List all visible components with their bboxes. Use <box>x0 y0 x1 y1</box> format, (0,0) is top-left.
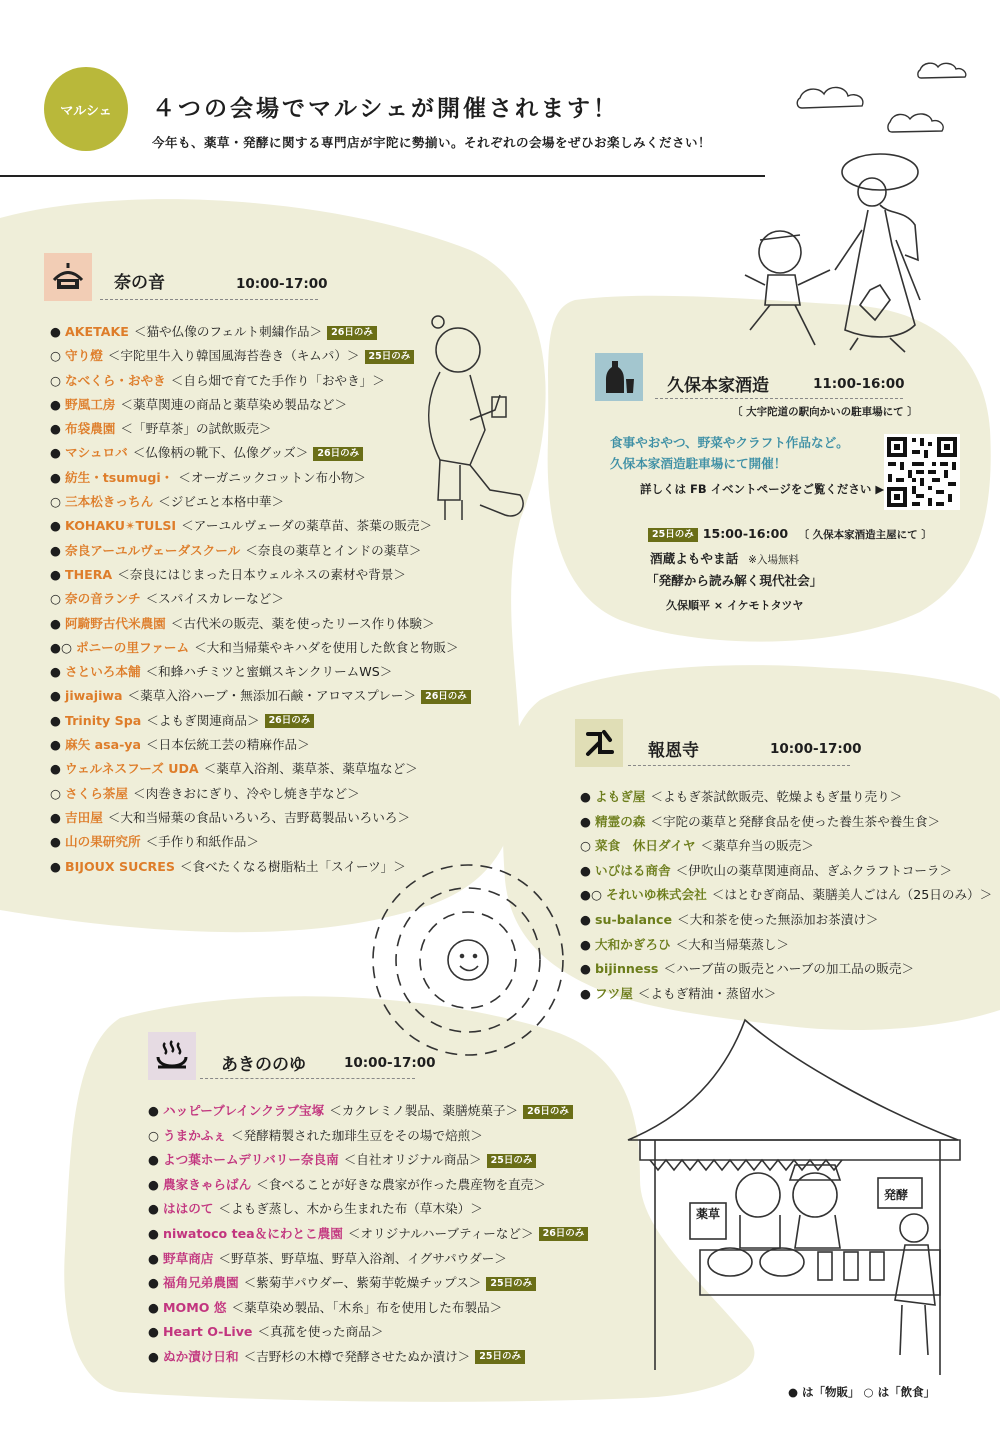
day-tag: 26日のみ <box>539 1227 589 1241</box>
temple-symbol-icon <box>575 719 623 767</box>
shop-list-item <box>580 810 992 835</box>
shop-description: ＜発酵精製された珈琲生豆をその場で焙煎＞ <box>230 1127 483 1143</box>
shop-list-item <box>580 883 992 908</box>
shop-name: 守り燈 <box>65 348 103 364</box>
shop-name: 紡生・tsumugi・ <box>65 469 174 485</box>
type-marker: ● <box>580 911 591 927</box>
type-marker: ● <box>50 566 61 582</box>
shop-description: ＜食べたくなる樹脂粘土「スイーツ」＞ <box>179 858 406 874</box>
shop-description: ＜野草茶、野草塩、野草入浴剤、イグサパウダー＞ <box>218 1250 507 1266</box>
type-marker: ● <box>50 542 61 558</box>
naone-shop-list <box>50 320 471 879</box>
type-marker: ● <box>148 1201 159 1217</box>
shop-name: 農家きゃらばん <box>163 1176 252 1192</box>
shop-name: KOHAKU✴TULSI <box>65 518 177 534</box>
shop-list-item <box>148 1099 588 1124</box>
shop-description: ＜よもぎ関連商品＞ <box>146 712 260 728</box>
shop-list-item <box>148 1247 588 1272</box>
kubo-desc-line1: 食事やおやつ、野菜やクラフト作品など。 <box>610 435 849 450</box>
type-marker: ● <box>50 737 61 753</box>
shop-description: ＜薬草関連の商品と薬草染め製品など＞ <box>120 396 348 412</box>
shop-name: よつ葉ホームデリバリー奈良南 <box>163 1152 339 1168</box>
shop-list-item <box>50 587 471 611</box>
talk-row <box>650 548 799 567</box>
header-rule <box>0 175 765 177</box>
shop-description: ＜和蜂ハチミツと蜜蝋スキンクリームWS＞ <box>145 664 393 680</box>
shop-description: ＜ジビエと本格中華＞ <box>158 494 285 510</box>
shop-list-item <box>50 709 471 733</box>
legend: ● は「物販」 ○ は「飲食」 <box>788 1385 936 1399</box>
shop-description: ＜大和茶を使った無添加お茶漬け＞ <box>677 911 879 927</box>
marche-badge: マルシェ <box>44 67 128 151</box>
stall-sign-ferment: 発酵 <box>884 1188 909 1202</box>
shop-list-item <box>580 859 992 884</box>
shop-description: ＜アーユルヴェーダの薬草苗、茶葉の販売＞ <box>181 518 433 534</box>
shop-description: ＜猫や仏像のフェルト刺繍作品＞ <box>133 324 323 339</box>
shop-name: bijinness <box>595 961 659 977</box>
shop-description: ＜はとむぎ商品、薬膳美人ごはん（25日のみ）＞ <box>711 887 993 903</box>
shop-name: BIJOUX SUCRES <box>65 858 175 874</box>
type-marker: ● <box>148 1324 159 1340</box>
sake-bottle-icon <box>595 353 643 401</box>
shop-name: マシュロバ <box>65 445 128 461</box>
talk-name: 酒蔵よもやま話 <box>650 551 739 566</box>
day-tag: 26日のみ <box>265 714 315 728</box>
shop-list-item <box>50 684 471 708</box>
shop-name: さといろ本舗 <box>65 664 141 680</box>
event-time: 15:00-16:00 <box>702 526 789 541</box>
shop-description: ＜薬草染め製品、「木糸」布を使用した布製品＞ <box>231 1299 503 1315</box>
shop-list-item <box>50 612 471 636</box>
type-marker: ○ <box>50 494 61 510</box>
shop-list-item <box>148 1148 588 1173</box>
type-marker: ● <box>580 862 591 878</box>
page-title: ４つの会場でマルシェが開催されます！ <box>152 96 619 122</box>
qr-code-icon[interactable] <box>884 434 960 510</box>
shop-name: THERA <box>65 566 113 582</box>
hot-spring-icon <box>148 1032 196 1080</box>
event-place: 〔 久保本家酒造主屋にて 〕 <box>798 529 932 541</box>
houonji-shop-list <box>580 785 992 1006</box>
venue-name-kubo: 久保本家酒造 <box>667 376 769 396</box>
shop-list-item <box>50 441 471 465</box>
kubo-desc-line2: 久保本家酒造駐車場にて開催！ <box>610 456 787 471</box>
shop-list-item <box>50 563 471 587</box>
venue-time-houonji: 10:00-17:00 <box>770 741 862 757</box>
type-marker: ● <box>148 1176 159 1192</box>
day-tag: 25日のみ <box>475 1350 525 1364</box>
shop-list-item <box>580 834 992 859</box>
shop-list-item <box>148 1222 588 1247</box>
shop-description: ＜大和当帰葉やキハダを使用した飲食と物販＞ <box>194 639 459 655</box>
type-marker: ●○ <box>50 639 72 655</box>
shop-description: ＜宇陀の薬草と発酵食品を使った養生茶や養生食＞ <box>650 813 941 829</box>
shop-description: ＜オーガニックコットン布小物＞ <box>178 469 366 485</box>
talk-title: 「発酵から読み解く現代社会」 <box>646 573 823 588</box>
type-marker: ● <box>50 712 61 728</box>
shop-list-item <box>50 636 471 660</box>
day-tag: 25日のみ <box>487 1154 537 1168</box>
shop-name: MOMO 悠 <box>163 1299 227 1315</box>
divider <box>628 765 850 766</box>
shop-list-item <box>50 806 471 830</box>
shop-list-item <box>50 757 471 781</box>
divider <box>200 1078 415 1079</box>
venue-name-houonji: 報恩寺 <box>648 741 699 761</box>
type-marker: ● <box>148 1275 159 1291</box>
shop-name: 野草商店 <box>163 1250 214 1266</box>
shop-description: ＜古代米の販売、薬を使ったリース作り体験＞ <box>170 615 435 631</box>
shop-list-item <box>148 1271 588 1296</box>
shop-name: 大和かぎろひ <box>595 936 671 952</box>
day-tag: 25日のみ <box>365 350 415 364</box>
day-tag: 25日のみ <box>486 1277 536 1291</box>
venue-name-akinoyu: あきののゆ <box>221 1055 306 1075</box>
shop-list-item <box>50 344 471 368</box>
kubo-place: 〔 大宇陀道の駅向かいの駐車場にて 〕 <box>732 406 918 418</box>
venue-name-naone: 奈の音 <box>114 273 165 293</box>
shop-list-item <box>50 514 471 538</box>
type-marker: ● <box>148 1250 159 1266</box>
shop-name: いびはる商舎 <box>595 862 671 878</box>
shop-name: うまかふぇ <box>163 1127 226 1143</box>
type-marker: ● <box>50 421 61 437</box>
roof-house-icon <box>44 253 92 301</box>
type-marker: ● <box>50 324 61 339</box>
day-tag: 26日のみ <box>421 690 471 704</box>
shop-list-item <box>148 1296 588 1321</box>
shop-description: ＜真菰を使った商品＞ <box>257 1324 384 1340</box>
shop-list-item <box>580 908 992 933</box>
type-marker: ● <box>50 688 61 704</box>
shop-description: ＜よもぎ茶試飲販売、乾燥よもぎ量り売り＞ <box>650 789 903 804</box>
shop-list-item <box>580 933 992 958</box>
shop-description: ＜よもぎ精油・蒸留水＞ <box>637 985 777 1001</box>
day-tag: 25日のみ <box>648 528 698 542</box>
day-tag: 26日のみ <box>313 447 363 461</box>
shop-list-item <box>50 855 471 879</box>
shop-list-item <box>50 782 471 806</box>
type-marker: ● <box>148 1299 159 1315</box>
type-marker: ● <box>50 445 61 461</box>
shop-name: 野風工房 <box>65 396 116 412</box>
shop-name: AKETAKE <box>65 324 129 339</box>
shop-name: 精霊の森 <box>595 813 646 829</box>
shop-list-item <box>50 417 471 441</box>
divider <box>100 299 318 300</box>
type-marker: ● <box>50 518 61 534</box>
shop-description: ＜自社オリジナル商品＞ <box>343 1152 482 1168</box>
shop-description: ＜薬草入浴剤、薬草茶、薬草塩など＞ <box>203 761 418 777</box>
shop-list-item <box>148 1124 588 1149</box>
type-marker: ● <box>50 834 61 850</box>
shop-list-item <box>580 982 992 1007</box>
shop-name: フツ屋 <box>595 985 633 1001</box>
venue-time-naone: 10:00-17:00 <box>236 276 328 292</box>
shop-list-item <box>50 320 471 344</box>
shop-name: 麻矢 asa-ya <box>65 737 141 753</box>
shop-name: 奈の音ランチ <box>65 591 141 607</box>
shop-description: ＜紫菊芋パウダー、紫菊芋乾燥チップス＞ <box>243 1275 482 1291</box>
shop-name: ウェルネスフーズ UDA <box>65 761 199 777</box>
shop-description: ＜宇陀里牛入り韓国風海苔巻き（キムパ）＞ <box>107 348 360 364</box>
shop-name: ぬか漬け日和 <box>163 1348 239 1364</box>
shop-name: 吉田屋 <box>65 809 103 825</box>
venue-time-kubo: 11:00-16:00 <box>813 376 905 392</box>
shop-name: ははのて <box>163 1201 214 1217</box>
shop-name: 阿騎野古代米農園 <box>65 615 166 631</box>
shop-description: ＜大和当帰葉蒸し＞ <box>675 936 789 952</box>
shop-list-item <box>50 369 471 393</box>
shop-name: 福角兄弟農園 <box>163 1275 239 1291</box>
type-marker: ○ <box>50 591 61 607</box>
talk-speakers: 久保順平 × イケモトタツヤ <box>666 599 804 612</box>
shop-description: ＜スパイスカレーなど＞ <box>145 591 284 607</box>
shop-description: ＜よもぎ蒸し、木から生まれた布（草木染）＞ <box>218 1201 483 1217</box>
fb-event-link[interactable]: 詳しくは FB イベントページをご覧ください ▶ <box>640 482 885 496</box>
type-marker: ● <box>580 789 591 804</box>
shop-name: 三本松きっちん <box>65 494 154 510</box>
type-marker: ● <box>580 961 591 977</box>
type-marker: ○ <box>148 1127 159 1143</box>
shop-description: ＜奈良にはじまった日本ウェルネスの素材や背景＞ <box>117 566 406 582</box>
day-tag: 26日のみ <box>327 326 377 340</box>
type-marker: ● <box>50 761 61 777</box>
type-marker: ● <box>50 809 61 825</box>
shop-name: それいゆ株式会社 <box>605 887 707 903</box>
type-marker: ● <box>148 1103 159 1118</box>
shop-description: ＜手作り和紙作品＞ <box>145 834 259 850</box>
shop-list-item <box>580 957 992 982</box>
shop-list-item <box>50 393 471 417</box>
type-marker: ● <box>148 1225 159 1241</box>
shop-name: 布袋農園 <box>65 421 116 437</box>
shop-name: 山の果研究所 <box>65 834 141 850</box>
shop-name: ハッピーブレインクラブ宝塚 <box>163 1103 325 1118</box>
shop-description: ＜仏像柄の靴下、仏像グッズ＞ <box>132 445 309 461</box>
type-marker: ○ <box>50 348 61 364</box>
kubo-description <box>610 432 849 474</box>
shop-description: ＜日本伝統工芸の精麻作品＞ <box>146 737 310 753</box>
type-marker: ● <box>580 813 591 829</box>
shop-name: ポニーの里ファーム <box>75 639 190 655</box>
shop-name: su-balance <box>595 911 672 927</box>
shop-description: ＜大和当帰葉の食品いろいろ、吉野葛製品いろいろ＞ <box>107 809 411 825</box>
shop-name: さくら茶屋 <box>65 785 128 801</box>
shop-name: Heart O-Live <box>163 1324 253 1340</box>
shop-description: ＜食べることが好きな農家が作った農産物を直売＞ <box>256 1176 546 1192</box>
shop-list-item <box>148 1173 588 1198</box>
shop-list-item <box>50 733 471 757</box>
type-marker: ● <box>50 664 61 680</box>
type-marker: ● <box>50 469 61 485</box>
shop-list-item <box>148 1345 588 1370</box>
shop-name: jiwajiwa <box>65 688 123 704</box>
shop-description: ＜オリジナルハーブティーなど＞ <box>347 1225 534 1241</box>
type-marker: ● <box>580 985 591 1001</box>
type-marker: ● <box>50 858 61 874</box>
shop-list-item <box>148 1197 588 1222</box>
stall-sign-herb: 薬草 <box>696 1207 721 1221</box>
day-tag: 26日のみ <box>523 1105 573 1119</box>
kubo-event-row <box>648 526 932 542</box>
type-marker: ● <box>50 615 61 631</box>
shop-list-item <box>50 539 471 563</box>
shop-description: ＜ハーブ苗の販売とハーブの加工品の販売＞ <box>663 961 915 977</box>
talk-note: ※入場無料 <box>748 554 799 566</box>
type-marker: ● <box>148 1348 159 1364</box>
shop-description: ＜伊吹山の薬草関連商品、ぎふクラフトコーラ＞ <box>675 862 953 878</box>
shop-list-item <box>50 830 471 854</box>
shop-name: なべくら・おやき <box>65 372 166 388</box>
page-subtitle: 今年も、薬草・発酵に関する専門店が宇陀に勢揃い。それぞれの会場をぜひお楽しみください！ <box>152 135 712 150</box>
shop-name: niwatoco tea＆にわとこ農園 <box>163 1225 343 1241</box>
shop-list-item <box>580 785 992 810</box>
shop-description: ＜吉野杉の木樽で発酵させたぬか漬け＞ <box>243 1348 471 1364</box>
shop-description: ＜奈良の薬草とインドの薬草＞ <box>245 542 422 558</box>
shop-name: 菜食 休日ダイヤ <box>595 838 696 854</box>
type-marker: ○ <box>580 838 591 854</box>
shop-list-item <box>50 660 471 684</box>
shop-name: Trinity Spa <box>65 712 142 728</box>
akinoyu-shop-list <box>148 1099 588 1370</box>
type-marker: ○ <box>50 785 61 801</box>
type-marker: ● <box>580 936 591 952</box>
type-marker: ● <box>148 1152 159 1168</box>
shop-description: ＜薬草入浴ハーブ・無添加石鹸・アロマスプレー＞ <box>127 688 417 704</box>
shop-list-item <box>148 1320 588 1345</box>
shop-description: ＜薬草弁当の販売＞ <box>700 838 814 854</box>
divider <box>655 398 903 399</box>
shop-list-item <box>50 466 471 490</box>
type-marker: ○ <box>50 372 61 388</box>
shop-name: 奈良アーユルヴェーダスクール <box>65 542 241 558</box>
shop-list-item <box>50 490 471 514</box>
shop-description: ＜肉巻きおにぎり、冷やし焼き芋など＞ <box>132 785 360 801</box>
type-marker: ● <box>50 396 61 412</box>
shop-description: ＜「野草茶」の試飲販売＞ <box>120 421 272 437</box>
type-marker: ●○ <box>580 887 602 903</box>
shop-description: ＜自ら畑で育てた手作り「おやき」＞ <box>170 372 385 388</box>
shop-name: よもぎ屋 <box>595 789 646 804</box>
venue-time-akinoyu: 10:00-17:00 <box>344 1055 436 1071</box>
shop-description: ＜カクレミノ製品、薬膳焼菓子＞ <box>329 1103 519 1118</box>
